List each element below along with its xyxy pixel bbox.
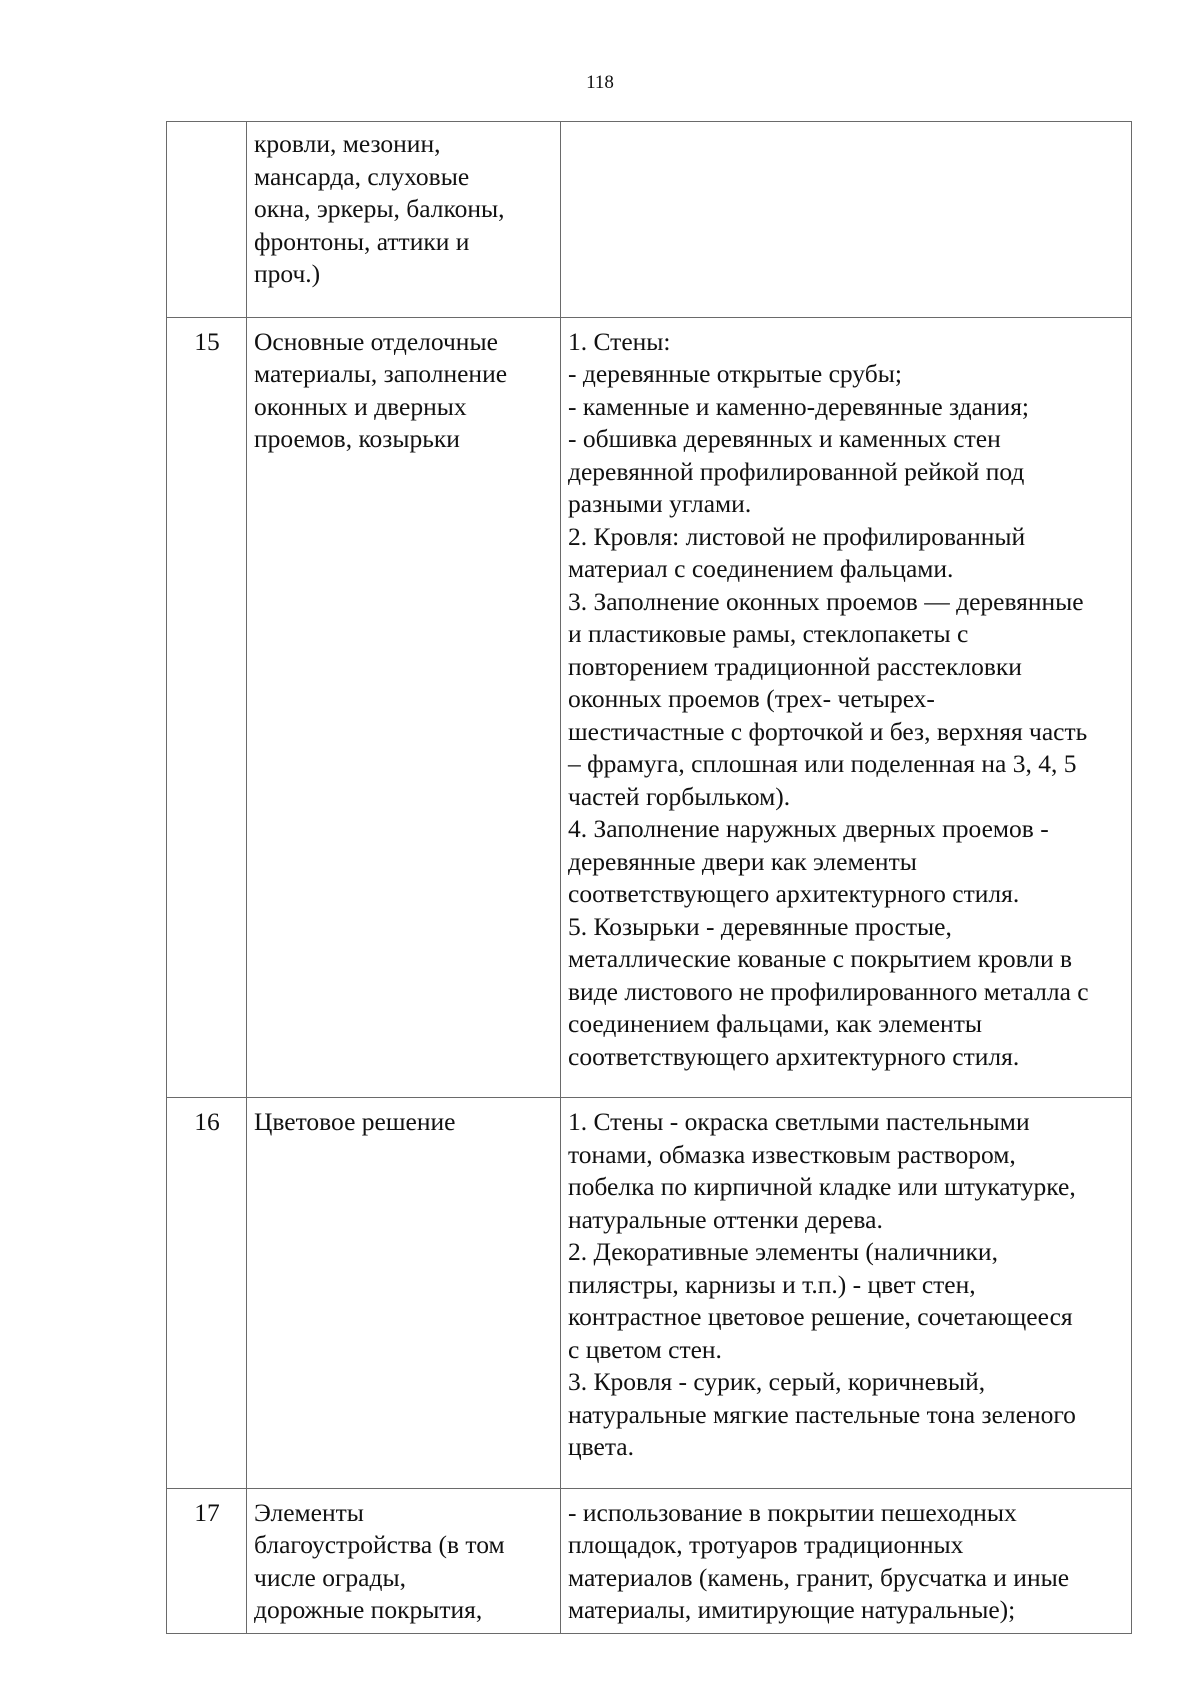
requirements-table (166, 121, 1132, 1634)
row-parameter: Элементы благоустройства (в том числе ограды, дорожные покрытия, (247, 1488, 561, 1633)
row-requirements: 1. Стены - окраска светлыми пастельными тонами, обмазка известковым раствором, побелка по кирпичной кладке или штукатурке, натуральные оттенки дерева. 2. Декоративные элементы (наличники, пилястры, карнизы и т.п.) - цвет стен, контрастное цветовое решение, сочетающееся с цветом стен. 3. Кровля - сурик, серый, коричневый, натуральные мягкие пастельные тона зеленого цвета. (561, 1098, 1132, 1489)
table-row (167, 1488, 1132, 1633)
row-parameter: Основные отделочные материалы, заполнение оконных и дверных проемов, козырьки (247, 317, 561, 1098)
row-number: 16 (167, 1098, 247, 1489)
row-parameter: кровли, мезонин, мансарда, слуховые окна, эркеры, балконы, фронтоны, аттики и проч.) (247, 122, 561, 318)
row-requirements: 1. Стены: - деревянные открытые срубы; - каменные и каменно-деревянные здания; - обшивка деревянных и каменных стен деревянной профилированной рейкой под разными углами. 2. Кровля: листовой не профилированный материал с соединением фальцами. 3. Заполнение оконных проемов — деревянные и пластиковые рамы, стеклопакеты с повторением традиционной расстекловки оконных проемов (трех- четырех- шестичастные с форточкой и без, верхняя часть – фрамуга, сплошная или поделенная на 3, 4, 5 частей горбыльком). 4. Заполнение наружных дверных проемов - деревянные двери как элементы соответствующего архитектурного стиля. 5. Козырьки - деревянные простые, металлические кованые с покрытием кровли в виде листового не профилированного металла с соединением фальцами, как элементы соответствующего архитектурного стиля. (561, 317, 1132, 1098)
row-number: 17 (167, 1488, 247, 1633)
table-row (167, 317, 1132, 1098)
table-row (167, 122, 1132, 318)
row-requirements: - использование в покрытии пешеходных площадок, тротуаров традиционных материалов (камень, гранит, брусчатка и иные материалы, имитирующие натуральные); (561, 1488, 1132, 1633)
row-number (167, 122, 247, 318)
row-number: 15 (167, 317, 247, 1098)
table-row (167, 1098, 1132, 1489)
page-number: 118 (586, 72, 614, 93)
row-requirements (561, 122, 1132, 318)
row-parameter: Цветовое решение (247, 1098, 561, 1489)
